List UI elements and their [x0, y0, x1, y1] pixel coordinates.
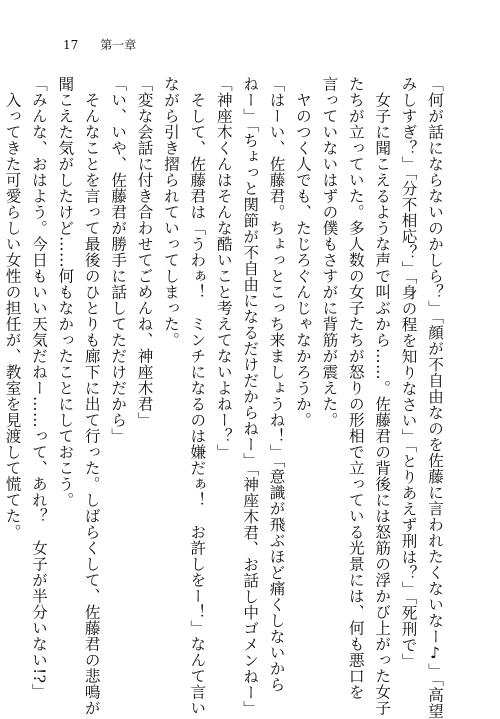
- page-number: 17: [63, 38, 79, 52]
- text-line: ねー」「ちょっと関節が不自由になるだけだからねー」「神座木君、お話し中ゴメンねー」: [241, 76, 260, 717]
- text-line: 「変な会話に付き合わせてごめんね、神座木君」: [135, 76, 154, 428]
- text-line: 聞こえた気がしたけど……何もなかったことにしておこう。: [56, 76, 75, 508]
- text-line: 入ってきた可愛らしい女性の担任が、教室を見渡して慌てた。: [3, 76, 22, 540]
- text-line: 「何が話にならないのかしら？」「顔が不自由なのを佐藤に言われたくないなー♪」「高望: [426, 76, 444, 719]
- text-line: 女子に聞こえるような声で叫ぶから……。佐藤君の背後には怒筋の浮かび上がった女子: [373, 76, 392, 716]
- novel-text-body: [3, 76, 448, 719]
- text-line: 「みんな、おはよう。今日もいい天気だねー……って、あれ？ 女子が半分いない!?」: [29, 76, 48, 700]
- text-line: たちが立っていた。多人数の女子たちが怒りの形相で立っている光景には、何も悪口を: [346, 76, 365, 700]
- text-line: 言っていないはずの僕もさすがに背筋が震えた。: [320, 76, 339, 428]
- text-line: そんなことを言って最後のひとりも廊下に出て行った。しばらくして、佐藤君の悲鳴が: [82, 76, 101, 716]
- text-line: そして、佐藤君は「うわぁ！ ミンチになるのは嫌だぁ！ お許しをー！」なんて言い: [188, 76, 207, 716]
- text-line: 「い、いや、佐藤君が勝手に話してただけだから」: [109, 76, 128, 444]
- chapter-title: 第一章: [100, 38, 137, 52]
- text-line: 「神座木くんはそんな酷いこと考えてないよねー？」: [214, 76, 233, 460]
- text-line: ながら引き摺られていってしまった。: [161, 76, 180, 348]
- text-line: ヤのつく人でも、たじろぐんじゃなかろうか。: [293, 76, 312, 428]
- page-header: [63, 36, 136, 53]
- text-line: 「はーい、佐藤君。ちょっとこっち来ましょうね！」「意識が飛ぶほど痛くしないから: [267, 76, 286, 693]
- text-line: みしすぎ？」「分不相応？」「身の程を知りなさい」「とりあえず刑は？」「死刑で」: [399, 76, 418, 669]
